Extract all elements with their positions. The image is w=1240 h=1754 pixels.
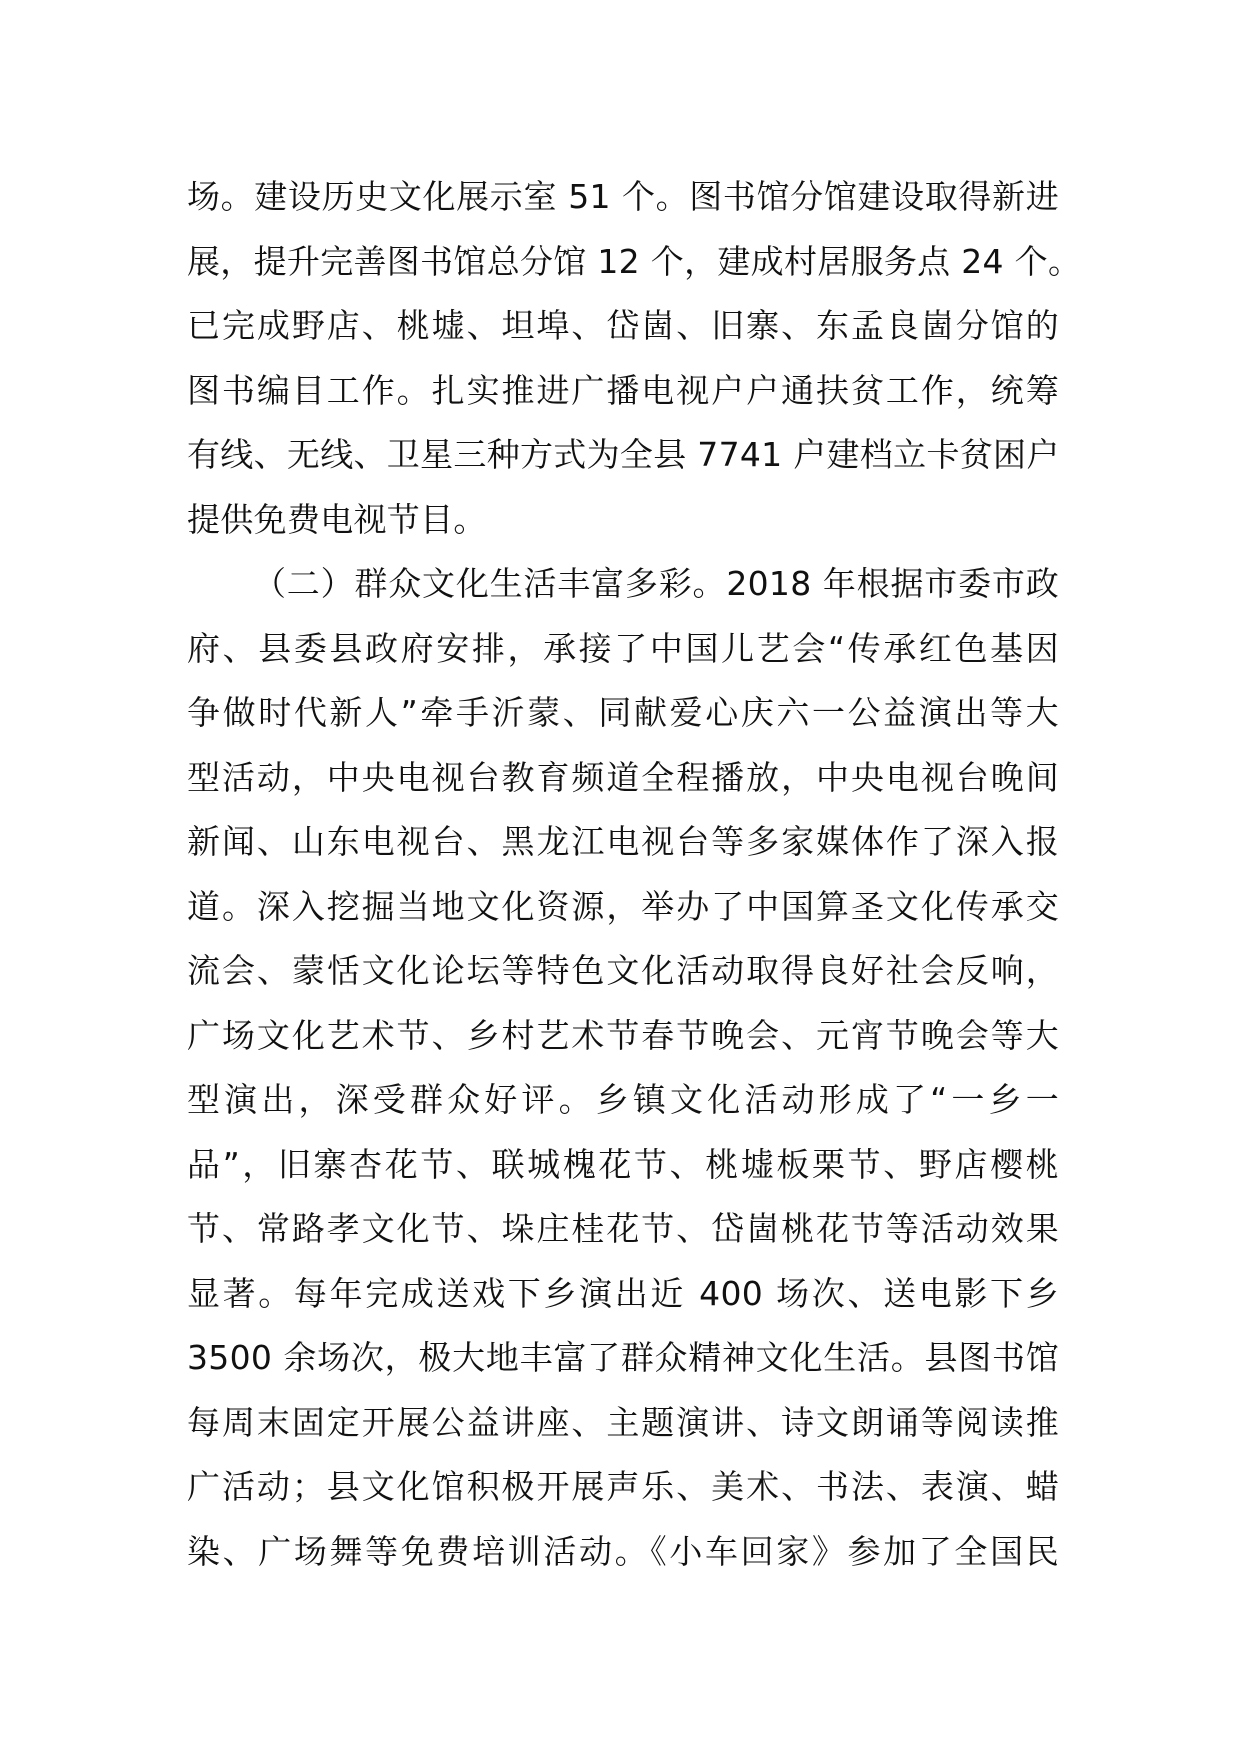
text-line: 图书编目工作。扎实推进广播电视户户通扶贫工作，统筹 (187, 370, 1059, 410)
text-line: 染、广场舞等免费培训活动。《小车回家》参加了全国民 (187, 1531, 1059, 1571)
text-line: 场。建设历史文化展示室 51 个。图书馆分馆建设取得新进 (187, 177, 1059, 216)
text-line: 府、县委县政府安排，承接了中国儿艺会“传承红色基因 (187, 628, 1059, 668)
text-line: 道。深入挖掘当地文化资源，举办了中国算圣文化传承交 (187, 886, 1059, 926)
text-line: 有线、无线、卫星三种方式为全县 7741 户建档立卡贫困户 (187, 435, 1060, 474)
text-line: 新闻、山东电视台、黑龙江电视台等多家媒体作了深入报 (187, 822, 1059, 861)
text-line: 型活动，中央电视台教育频道全程播放，中央电视台晚间 (187, 757, 1059, 797)
text-line: 广场文化艺术节、乡村艺术节春节晚会、元宵节晚会等大 (187, 1015, 1059, 1055)
text-line: 争做时代新人”牵手沂蒙、同献爱心庆六一公益演出等大 (187, 693, 1059, 732)
text-line: 节、常路孝文化节、垛庄桂花节、岱崮桃花节等活动效果 (187, 1209, 1059, 1248)
text-line: 已完成野店、桃墟、坦埠、岱崮、旧寨、东孟良崮分馆的 (187, 306, 1059, 345)
text-line: 型演出，深受群众好评。乡镇文化活动形成了“一乡一 (187, 1080, 1059, 1119)
text-line: 广活动；县文化馆积极开展声乐、美术、书法、表演、蜡 (187, 1467, 1059, 1506)
text-line: 显著。每年完成送戏下乡演出近 400 场次、送电影下乡 (187, 1273, 1059, 1313)
section-heading-line: （二）群众文化生活丰富多彩。2018 年根据市委市政 (253, 564, 1059, 603)
text-line: 品”，旧寨杏花节、联城槐花节、桃墟板栗节、野店樱桃 (187, 1144, 1059, 1184)
text-line: 流会、蒙恬文化论坛等特色文化活动取得良好社会反响， (187, 951, 1059, 990)
text-line: 展，提升完善图书馆总分馆 12 个，建成村居服务点 24 个。 (187, 241, 1082, 281)
text-line: 3500 余场次，极大地丰富了群众精神文化生活。县图书馆 (187, 1338, 1059, 1377)
paragraph-last-line: 提供免费电视节目。 (187, 499, 487, 539)
body-text (187, 165, 1082, 1584)
text-line: 每周末固定开展公益讲座、主题演讲、诗文朗诵等阅读推 (187, 1402, 1059, 1442)
